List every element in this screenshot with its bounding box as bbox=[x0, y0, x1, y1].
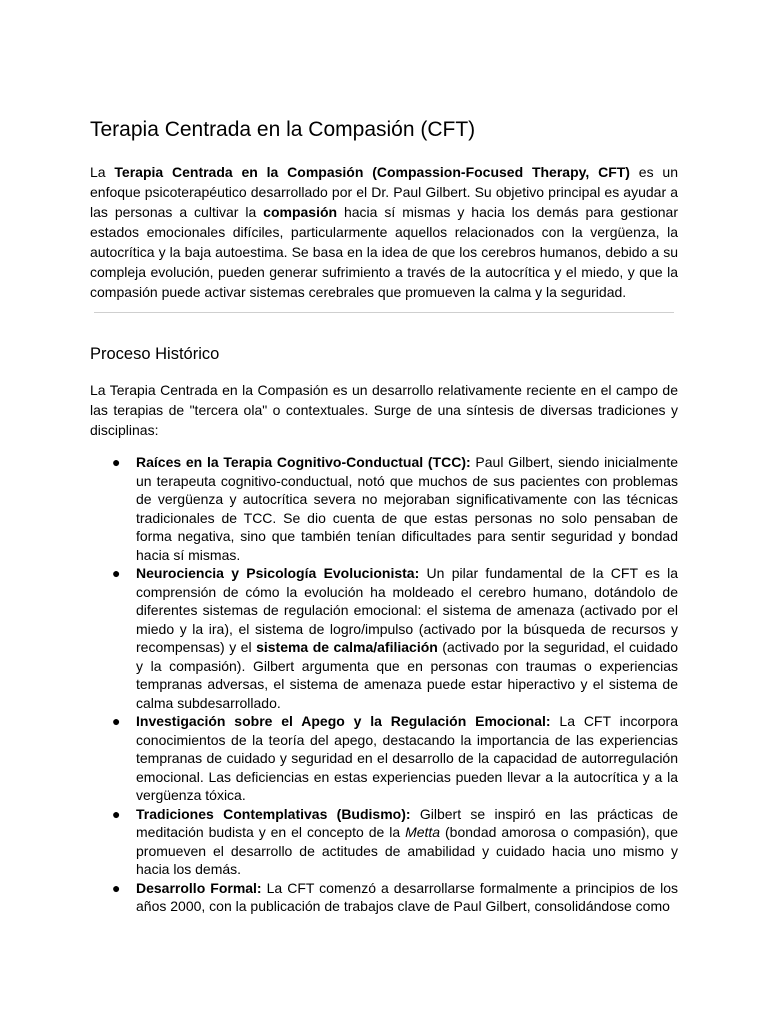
list-item-bold-term: sistema de calma/afiliación bbox=[256, 639, 438, 655]
bullet-icon: ● bbox=[112, 879, 121, 896]
list-item-text: Gilbert se inspiró en las prácticas de meditación budista y en el concepto de la bbox=[136, 805, 678, 840]
list-item bbox=[90, 453, 678, 564]
list-item-text: (activado por la seguridad, el cuidado y la compasión). Gilbert argumenta que en personas con traumas o experiencias tempranas adversas, el sistema de amenaza puede estar hiperactivo y el sistema de calma subdesarrollado. bbox=[136, 639, 679, 711]
list-item-italic-term: Metta bbox=[405, 824, 441, 840]
list-item-title: Investigación sobre el Apego y la Regulación Emocional: bbox=[136, 713, 551, 729]
bullet-icon: ● bbox=[112, 713, 121, 729]
list-item-text: La CFT incorpora conocimientos de la teoría del apego, destacando la importancia de las experiencias tempranas de cuidado y seguridad en el desarrollo de la capacidad de autorregulación emocional. Las deficiencias en estas experiencias pueden llevar a la autocrítica y a la vergüenza tóxica. bbox=[136, 713, 678, 803]
section-heading: Proceso Histórico bbox=[90, 345, 220, 363]
intro-text: es un enfoque psicoterapéutico desarrollado por el Dr. Paul Gilbert. Su objetivo principal es ayudar a las personas a cultivar la bbox=[90, 164, 678, 220]
section-intro-paragraph: La Terapia Centrada en la Compasión es un desarrollo relativamente reciente en el campo de las terapias de "tercera ola" o contextuales. Surge de una síntesis de diversas tradiciones y disciplinas: bbox=[90, 382, 678, 438]
document-title: Terapia Centrada en la Compasión (CFT) bbox=[90, 118, 476, 141]
bullet-icon: ● bbox=[112, 805, 121, 822]
intro-text: La bbox=[90, 164, 115, 180]
history-bullet-list bbox=[90, 453, 678, 916]
list-item-title: Neurociencia y Psicología Evolucionista: bbox=[136, 565, 420, 581]
list-item-text: Paul Gilbert, siendo inicialmente un terapeuta cognitivo-conductual, notó que muchos de sus pacientes con problemas de vergüenza y autocrítica severa no mejoraban significativamente con las técnicas tradicionales de TCC. Se dio cuenta de que estas personas no solo pensaban de forma negativa, sino que también tenían dificultades para sentir seguridad y bondad hacia sí mismas. bbox=[136, 454, 678, 563]
list-item bbox=[90, 712, 678, 805]
intro-bold-term: Terapia Centrada en la Compasión (Compassion-Focused Therapy, CFT) bbox=[114, 164, 630, 180]
list-item-title: Tradiciones Contemplativas (Budismo): bbox=[136, 805, 411, 822]
intro-bold-compasion: compasión bbox=[263, 204, 338, 220]
list-item bbox=[90, 805, 678, 879]
list-item-text: (bondad amorosa o compasión), que promueven el desarrollo de actitudes de amabilidad y cuidado hacia uno mismo y hacia los demás. bbox=[136, 824, 678, 877]
list-item bbox=[90, 564, 678, 712]
section-divider bbox=[94, 312, 674, 313]
list-item-text: La CFT comenzó a desarrollarse formalmente a principios de los años 2000, con la publicación de trabajos clave de Paul Gilbert, consolidándose como bbox=[136, 879, 678, 914]
intro-paragraph bbox=[90, 162, 678, 302]
bullet-icon: ● bbox=[112, 565, 121, 581]
list-item-title: Raíces en la Terapia Cognitivo-Conductual (TCC): bbox=[136, 454, 471, 470]
list-item bbox=[90, 879, 678, 916]
list-item-text: Un pilar fundamental de la CFT es la comprensión de cómo la evolución ha moldeado el cerebro humano, dotándolo de diferentes sistemas de regulación emocional: el sistema de amenaza (activado por el miedo y la ira), el sistema de logro/impulso (activado por la búsqueda de recursos y recompensas) y el bbox=[136, 565, 678, 655]
bullet-icon: ● bbox=[112, 454, 121, 470]
list-item-title: Desarrollo Formal: bbox=[136, 879, 262, 896]
intro-text: hacia sí mismas y hacia los demás para gestionar estados emocionales difíciles, particularmente aquellos relacionados con la vergüenza, la autocrítica y la baja autoestima. Se basa en la idea de que los cerebros humanos, debido a su compleja evolución, pueden generar sufrimiento a través de la autocrítica y el miedo, y que la compasión puede activar sistemas cerebrales que promueven la calma y la seguridad. bbox=[90, 204, 678, 300]
